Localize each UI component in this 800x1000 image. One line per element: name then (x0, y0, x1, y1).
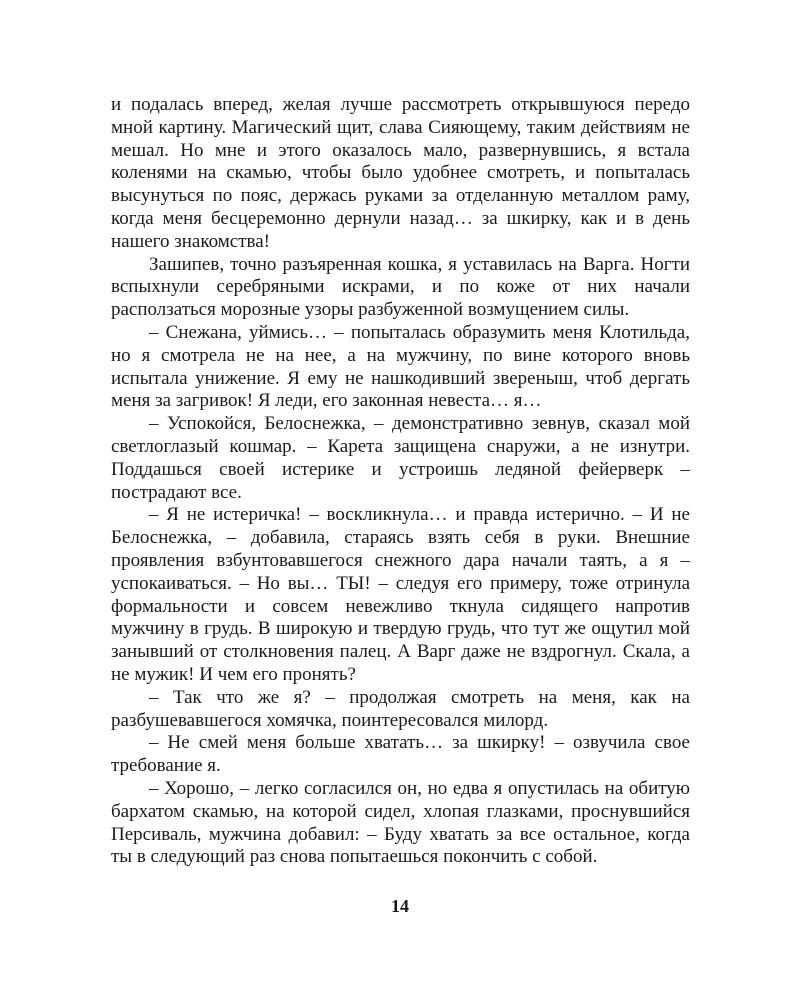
paragraph: – Я не истеричка! – воскликнула… и правда истерично. – И не Белоснежка, – добавила, стараясь взять себя в руки. Внешние проявления взбунтовавшегося снежного дара начали таять, а я – успокаиваться. – Но вы… ТЫ! – следуя его примеру, тоже отринула формальности и совсем невежливо ткнула сидящего напротив мужчину в грудь. В широкую и твердую грудь, что тут же ощутил мой занывший от столкновения палец. А Варг даже не вздрогнул. Скала, а не мужик! И чем его пронять? (111, 504, 690, 685)
paragraph: – Так что же я? – продолжая смотреть на меня, как на разбушевавшегося хомячка, поинтересовался милорд. (111, 686, 690, 731)
paragraph: Зашипев, точно разъяренная кошка, я уставилась на Варга. Ногти вспыхнули серебряными искрами, и по коже от них начали расползаться морозные узоры разбуженной возмущением силы. (111, 253, 690, 321)
paragraph: и подалась вперед, желая лучше рассмотреть открывшуюся передо мной картину. Магический щит, слава Сияющему, таким действиям не мешал. Но мне и этого оказалось мало, развернувшись, я встала коленями на скамью, чтобы было удобнее смотреть, и попыталась высунуться по пояс, держась руками за отделанную металлом раму, когда меня бесцеремонно дернули назад… за шкирку, как и в день нашего знакомства! (111, 94, 690, 252)
paragraph: – Успокойся, Белоснежка, – демонстративно зевнув, сказал мой светлоглазый кошмар. – Карета защищена снаружи, а не изнутри. Поддашься своей истерике и устроишь ледяной фейерверк – пострадают все. (111, 413, 690, 503)
page-number: 14 (391, 896, 409, 916)
paragraph: – Снежана, уймись… – попыталась образумить меня Клотильда, но я смотрела не на нее, а на мужчину, по вине которого вновь испытала унижение. Я ему не нашкодивший звереныш, чтоб дергать меня за загривок! Я леди, его законная невеста… я… (111, 321, 690, 412)
paragraph: – Не смей меня больше хватать… за шкирку! – озвучила свое требование я. (111, 732, 690, 777)
paragraph: – Хорошо, – легко согласился он, но едва я опустилась на обитую бархатом скамью, на которой сидел, хлопая глазками, проснувшийся Персиваль, мужчина добавил: – Буду хватать за все остальное, когда ты в следующий раз снова попытаешься покончить с собой. (111, 777, 690, 868)
body-text (111, 94, 690, 869)
